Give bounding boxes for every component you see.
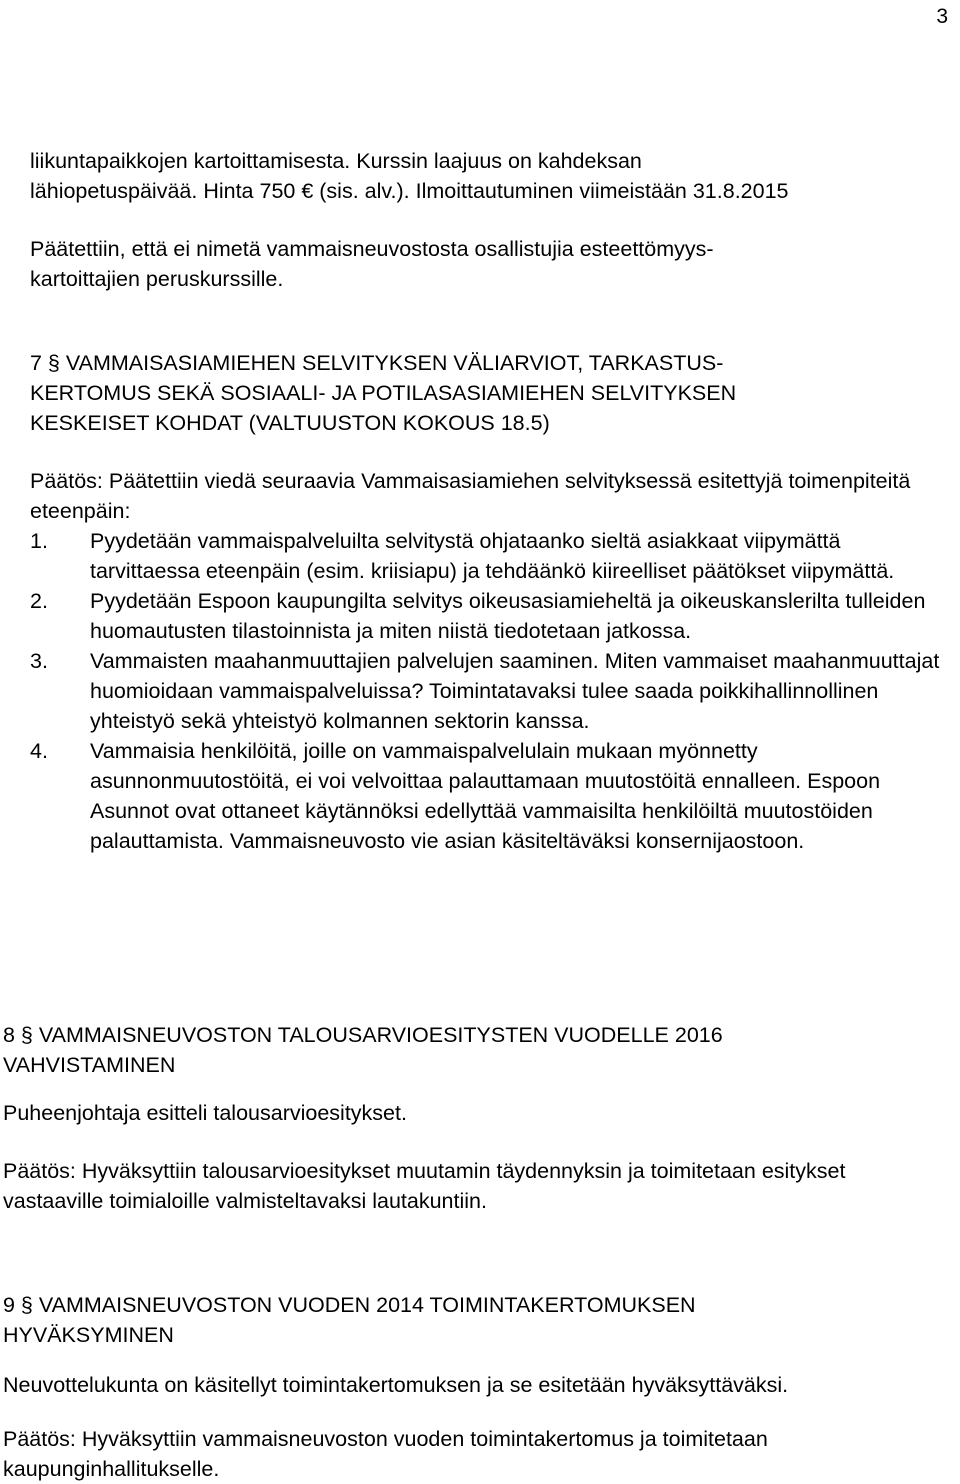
decision-text: Päätös: Hyväksyttiin vammaisneuvoston vuoden toimintakertomus ja toimitetaan kaupunginhallitukselle. [3, 1427, 768, 1481]
list-number: 2. [30, 589, 48, 613]
list-text: Vammaisia henkilöitä, joille on vammaispalvelulain mukaan myönnetty asunnonmuutostöitä, ei voi velvoittaa palauttamaan muutostöitä ennalleen. Espoon Asunnot ovat ottaneet käytännöksi edellyttää vammaisilta henkilöiltä muutostöiden palauttamista. Vammaisneuvosto vie asian käsiteltäväksi konsernijaostoon. [90, 739, 881, 853]
list-item [30, 586, 940, 646]
section-title-line: 7 § VAMMAISASIAMIEHEN SELVITYKSEN VÄLIARVIOT, TARKASTUS- [30, 351, 724, 375]
intro-decision-line: kartoittajien peruskurssille. [30, 267, 284, 291]
section-title-line: VAHVISTAMINEN [3, 1053, 176, 1077]
intro-line: lähiopetuspäivää. Hinta 750 € (sis. alv.). Ilmoittautuminen viimeistään 31.8.2015 [30, 179, 789, 203]
page-number: 3 [936, 5, 948, 28]
section-7-title [30, 348, 940, 438]
list-number: 3. [30, 649, 48, 673]
intro-decision-line: Päätettiin, että ei nimetä vammaisneuvostosta osallistujia esteettömyys- [30, 237, 714, 261]
decision-text: Päätös: Päätettiin viedä seuraavia Vammaisasiamiehen selvityksessä esitettyjä toimenpiteitä eteenpäin: [30, 469, 911, 523]
section-8-body [3, 1098, 943, 1128]
section-title-line: KERTOMUS SEKÄ SOSIAALI- JA POTILASASIAMIEHEN SELVITYKSEN [30, 381, 737, 405]
list-number: 1. [30, 529, 48, 553]
section-9-title [3, 1290, 943, 1350]
list-item [30, 736, 940, 856]
list-text: Pyydetään vammaispalveluilta selvitystä ohjataanko sieltä asiakkaat viipymättä tarvittaessa eteenpäin (esim. kriisiapu) ja tehdäänkö kiireelliset päätökset viipymättä. [90, 529, 895, 583]
list-number: 4. [30, 739, 48, 763]
section-title-line: 8 § VAMMAISNEUVOSTON TALOUSARVIOESITYSTEN VUODELLE 2016 [3, 1023, 723, 1047]
body-text: Puheenjohtaja esitteli talousarvioesitykset. [3, 1101, 407, 1125]
list-item [30, 646, 940, 736]
intro-paragraph [30, 146, 940, 206]
section-title-line: 9 § VAMMAISNEUVOSTON VUODEN 2014 TOIMINTAKERTOMUKSEN [3, 1293, 696, 1317]
decision-text: Päätös: Hyväksyttiin talousarvioesitykset muutamin täydennyksin ja toimitetaan esitykset vastaaville toimialoille valmisteltavaksi lautakuntiin. [3, 1159, 846, 1213]
intro-decision [30, 234, 940, 294]
section-9-decision [3, 1424, 943, 1484]
list-text: Pyydetään Espoon kaupungilta selvitys oikeusasiamieheltä ja oikeuskanslerilta tulleiden huomautusten tilastoinnista ja miten niistä tiedotetaan jatkossa. [90, 589, 926, 643]
section-7-list [30, 526, 940, 856]
body-text: Neuvottelukunta on käsitellyt toimintakertomuksen ja se esitetään hyväksyttäväksi. [3, 1373, 789, 1397]
list-item [30, 526, 940, 586]
list-text: Vammaisten maahanmuuttajien palvelujen saaminen. Miten vammaiset maahanmuuttajat huomioidaan vammaispalveluissa? Toimintatavaksi tulee saada poikkihallinnollinen yhteistyö sekä yhteistyö kolmannen sektorin kanssa. [90, 649, 940, 733]
section-title-line: HYVÄKSYMINEN [3, 1323, 174, 1347]
section-8-decision [3, 1156, 943, 1216]
section-7-decision [30, 466, 940, 526]
intro-line: liikuntapaikkojen kartoittamisesta. Kurssin laajuus on kahdeksan [30, 149, 642, 173]
section-9-body [3, 1370, 943, 1400]
section-8-title [3, 1020, 943, 1080]
section-title-line: KESKEISET KOHDAT (VALTUUSTON KOKOUS 18.5) [30, 411, 550, 435]
